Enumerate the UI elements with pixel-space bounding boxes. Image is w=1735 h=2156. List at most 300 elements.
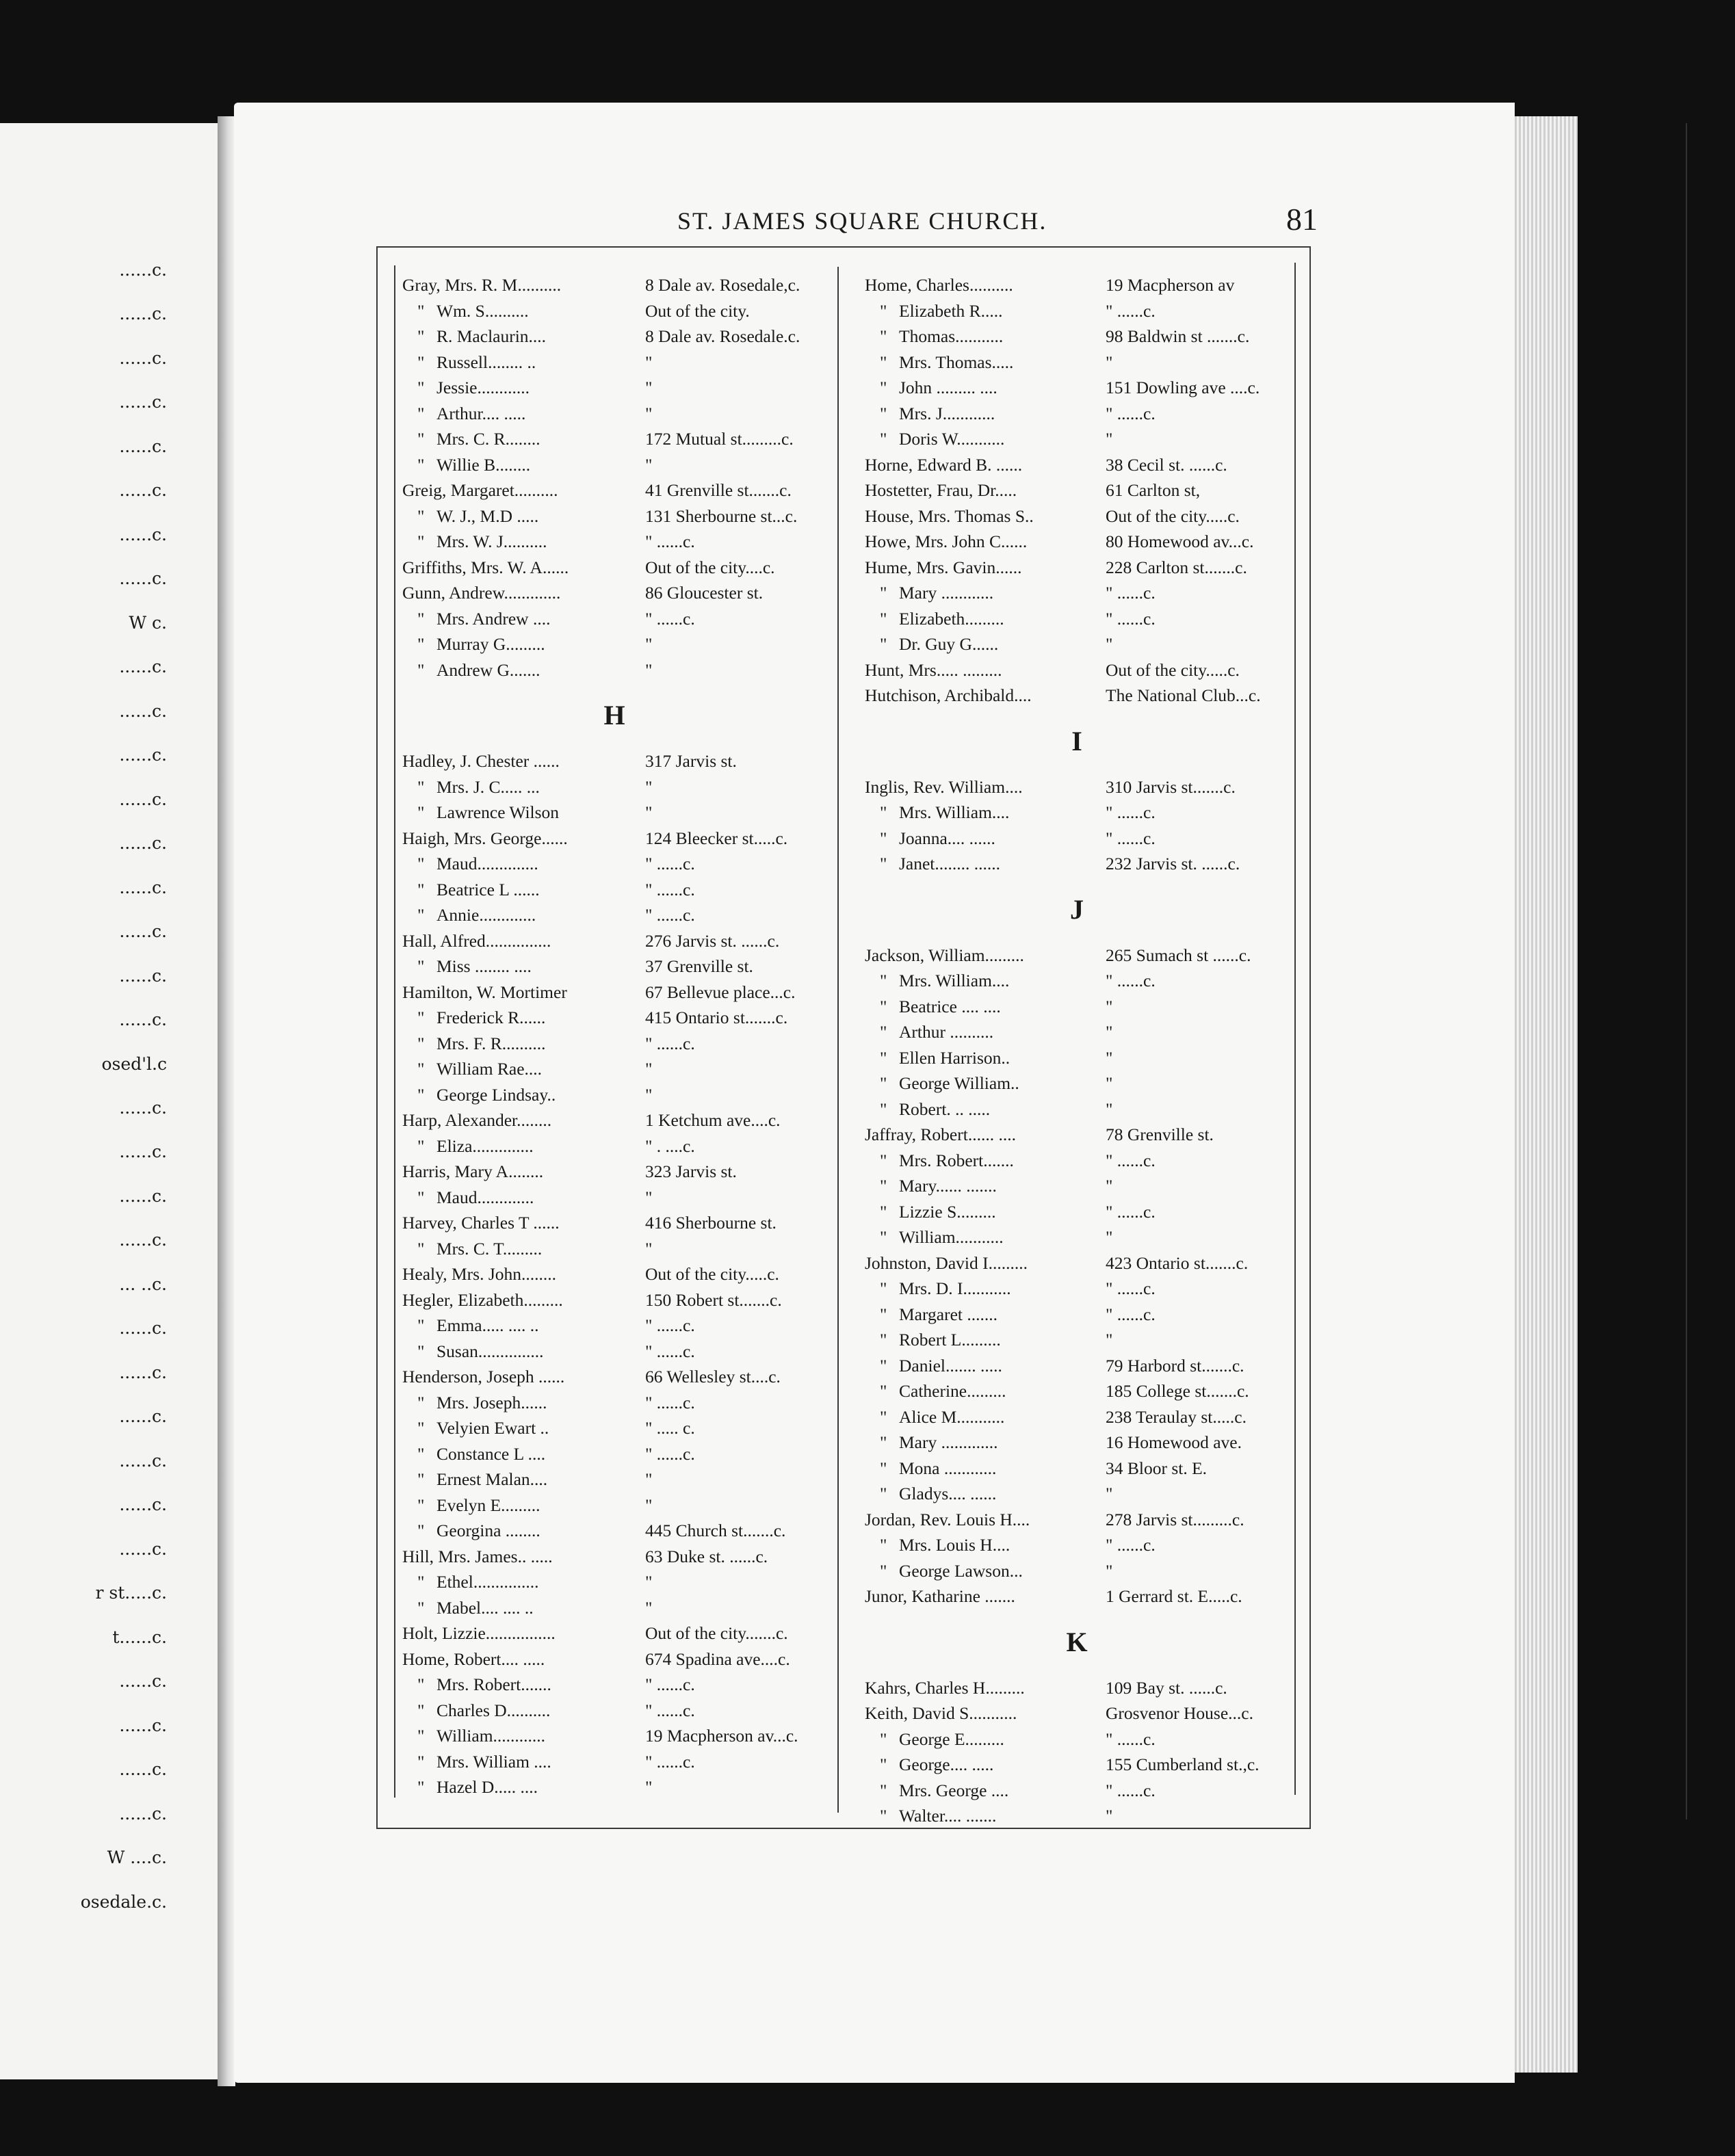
directory-entry [865, 1148, 1303, 1174]
directory-entry [865, 1507, 1303, 1533]
entry-address: " ......c. [1106, 1780, 1156, 1800]
entry-name: Griffiths, Mrs. W. A...... [402, 557, 569, 577]
entry-address: " ......c. [1106, 1535, 1156, 1555]
entry-name: Mary...... ....... [899, 1176, 997, 1196]
directory-entry [402, 826, 840, 852]
directory-entry [402, 426, 840, 452]
entry-name: Lawrence Wilson [436, 802, 560, 822]
left-page-text-fragment: ......c. [119, 1803, 167, 1824]
entry-name: Daniel....... ..... [899, 1355, 1002, 1376]
entry-address: " [645, 634, 653, 654]
entry-name: Elizabeth......... [899, 608, 1004, 629]
ditto-mark: " [417, 854, 425, 873]
entry-address: " . ....c. [645, 1135, 695, 1156]
entry-address: " ......c. [645, 1392, 695, 1412]
directory-entry [865, 1122, 1303, 1148]
directory-entry [402, 1133, 840, 1159]
page-number: 81 [1286, 202, 1318, 237]
entry-address: " ......c. [645, 1315, 695, 1335]
entry-name: Robert L......... [899, 1330, 1001, 1350]
directory-entry [865, 298, 1303, 324]
left-page-text-fragment: ......c. [119, 1538, 167, 1559]
entry-address: 37 Grenville st. [645, 956, 753, 976]
directory-entry [865, 1675, 1303, 1701]
entry-address: 150 Robert st.......c. [645, 1289, 782, 1310]
entry-address: Grosvenor House...c. [1106, 1703, 1253, 1723]
directory-entry [402, 1723, 840, 1749]
ditto-mark: " [880, 608, 887, 629]
entry-name: Hadley, J. Chester ...... [402, 751, 560, 771]
entry-address: 19 Macpherson av...c. [645, 1726, 798, 1746]
entry-address: 276 Jarvis st. ......c. [645, 930, 780, 951]
ditto-mark: " [417, 1495, 425, 1515]
entry-address: " ......c. [645, 854, 695, 873]
entry-name: Horne, Edward B. ...... [865, 454, 1023, 475]
entry-address: 172 Mutual st.........c. [645, 429, 794, 449]
book-gutter [218, 116, 235, 2086]
left-page-text-fragment: ......c. [119, 347, 167, 368]
entry-name: Jackson, William......... [865, 945, 1024, 965]
entry-name: House, Mrs. Thomas S.. [865, 505, 1034, 526]
entry-address: " [645, 1572, 653, 1592]
entry-name: Keith, David S........... [865, 1703, 1017, 1723]
directory-entry [402, 529, 840, 555]
entry-address: " [645, 1777, 653, 1797]
entry-name: Greig, Margaret.......... [402, 480, 558, 500]
entry-name: Miss ........ .... [436, 956, 532, 976]
ditto-mark: " [417, 1315, 425, 1335]
entry-address: " ......c. [1106, 300, 1156, 321]
left-page-text-fragment: ......c. [119, 1759, 167, 1780]
entry-address: 67 Bellevue place...c. [645, 982, 796, 1002]
entry-name: Home, Charles.......... [865, 275, 1013, 295]
entry-name: Harp, Alexander........ [402, 1110, 552, 1130]
entry-name: Henderson, Joseph ...... [402, 1367, 565, 1386]
directory-entry [865, 1353, 1303, 1379]
directory-entry [402, 401, 840, 427]
ditto-mark: " [417, 1135, 425, 1156]
directory-entry [402, 1390, 840, 1416]
directory-entry [865, 350, 1303, 376]
left-page-text-fragment: r st.....c. [95, 1583, 167, 1603]
left-page-text-fragment: osedale.c. [80, 1891, 167, 1912]
directory-entry [402, 1749, 840, 1775]
ditto-mark: " [417, 1521, 425, 1540]
entry-address: " ......c. [645, 1674, 695, 1694]
section-letter: J [1070, 893, 1084, 925]
entry-address: " ..... c. [645, 1418, 695, 1438]
ditto-mark: " [417, 802, 425, 822]
left-page-text-fragment: ......c. [119, 1715, 167, 1735]
directory-entry [402, 631, 840, 657]
entry-address: 16 Homewood ave. [1106, 1432, 1242, 1452]
entry-address: Out of the city.......c. [645, 1623, 788, 1643]
directory-entry [865, 943, 1303, 969]
left-page-text-fragment: ......c. [119, 392, 167, 412]
directory-entry [865, 1583, 1303, 1609]
entry-address: 310 Jarvis st.......c. [1106, 776, 1236, 797]
entry-address: 98 Baldwin st .......c. [1106, 326, 1250, 346]
ditto-mark: " [880, 1458, 887, 1478]
ditto-mark: " [417, 1238, 425, 1259]
entry-address: 61 Carlton st, [1106, 480, 1201, 500]
ditto-mark: " [880, 1227, 887, 1247]
entry-name: Beatrice L ...... [436, 879, 540, 899]
ditto-mark: " [417, 776, 425, 797]
left-page-text-fragment: ......c. [119, 304, 167, 324]
entry-name: Hill, Mrs. James.. ..... [402, 1546, 553, 1566]
ditto-mark: " [880, 326, 887, 346]
entry-name: Constance L .... [436, 1443, 546, 1464]
entry-name: Mrs. D. I........... [899, 1278, 1011, 1298]
left-page-text-fragment: ......c. [119, 877, 167, 897]
entry-address: 79 Harbord st.......c. [1106, 1355, 1244, 1376]
entry-address: 674 Spadina ave....c. [645, 1648, 790, 1669]
entry-name: Mary ............ [899, 583, 994, 603]
entry-address: " ......c. [1106, 802, 1156, 822]
directory-entry [402, 1774, 840, 1800]
entry-name: Inglis, Rev. William.... [865, 776, 1023, 797]
ditto-mark: " [417, 1443, 425, 1464]
entry-address: 131 Sherbourne st...c. [645, 505, 798, 526]
entry-name: Arthur .......... [899, 1022, 994, 1042]
ditto-mark: " [417, 1059, 425, 1079]
entry-address: " [645, 802, 653, 822]
ditto-mark: " [880, 1780, 887, 1800]
ditto-mark: " [880, 1754, 887, 1774]
entry-address: " [1106, 1227, 1113, 1247]
ditto-mark: " [417, 1187, 425, 1207]
entry-name: Jordan, Rev. Louis H.... [865, 1509, 1030, 1529]
directory-column-left [402, 272, 840, 1800]
left-page-text-fragment: ......c. [119, 745, 167, 765]
entry-address: 278 Jarvis st.........c. [1106, 1509, 1244, 1529]
ditto-mark: " [880, 403, 887, 423]
entry-address: 416 Sherbourne st. [645, 1213, 777, 1233]
directory-entry [402, 1082, 840, 1108]
directory-entry [865, 1481, 1303, 1507]
entry-address: 109 Bay st. ......c. [1106, 1677, 1227, 1698]
ditto-mark: " [880, 802, 887, 822]
section-letter: H [603, 700, 625, 731]
entry-address: 155 Cumberland st.,c. [1106, 1754, 1260, 1774]
entry-address: " ......c. [1106, 971, 1156, 990]
directory-entry [865, 994, 1303, 1020]
entry-address: " ......c. [1106, 828, 1156, 848]
ditto-mark: " [417, 1418, 425, 1438]
ditto-mark: " [880, 352, 887, 372]
entry-name: Russell........ .. [436, 352, 536, 372]
directory-entry [865, 1019, 1303, 1045]
left-page-text-fragment: ......c. [119, 789, 167, 809]
directory-entry [865, 555, 1303, 581]
directory-entry [865, 1558, 1303, 1584]
directory-entry [402, 477, 840, 503]
directory-entry [402, 1595, 840, 1621]
ditto-mark: " [417, 634, 425, 654]
entry-address: " [1106, 1330, 1113, 1350]
ditto-mark: " [880, 1484, 887, 1503]
directory-entry [402, 1031, 840, 1057]
entry-name: Mrs. C. R........ [436, 429, 540, 449]
entry-name: Alice M........... [899, 1406, 1005, 1427]
entry-name: Hall, Alfred............... [402, 930, 551, 951]
ditto-mark: " [880, 971, 887, 990]
entry-name: Catherine......... [899, 1381, 1006, 1401]
directory-entry [402, 1441, 840, 1467]
entry-name: Eliza.............. [436, 1135, 534, 1156]
entry-address: " ......c. [1106, 608, 1156, 629]
directory-entry [402, 1646, 840, 1672]
entry-name: Frederick R...... [436, 1008, 546, 1027]
entry-name: Ernest Malan.... [436, 1469, 548, 1489]
entry-name: Hunt, Mrs..... ......... [865, 659, 1002, 680]
ditto-mark: " [417, 1726, 425, 1746]
directory-entry [865, 1456, 1303, 1482]
ditto-mark: " [417, 429, 425, 449]
directory-entry [402, 298, 840, 324]
entry-name: Lizzie S......... [899, 1201, 996, 1222]
directory-entry [402, 272, 840, 298]
entry-address: 19 Macpherson av [1106, 275, 1235, 295]
directory-entry [402, 774, 840, 800]
entry-address: " [645, 378, 653, 397]
entry-name: Ellen Harrison.. [899, 1047, 1010, 1068]
directory-entry [402, 452, 840, 478]
entry-name: Mrs. Andrew .... [436, 608, 551, 629]
entry-name: Mrs. W. J.......... [436, 531, 547, 551]
entry-address: " ......c. [645, 1700, 695, 1720]
directory-entry [402, 851, 840, 877]
entry-name: Margaret ....... [899, 1304, 997, 1324]
entry-name: Evelyn E......... [436, 1495, 540, 1515]
directory-entry [402, 1261, 840, 1287]
entry-address: " [1106, 1560, 1113, 1581]
left-page-text-fragment: ... ..c. [119, 1274, 167, 1294]
entry-address: " [645, 403, 653, 423]
ditto-mark: " [880, 828, 887, 848]
directory-entry [865, 1070, 1303, 1096]
entry-name: Kahrs, Charles H......... [865, 1677, 1025, 1698]
entry-name: Harris, Mary A........ [402, 1161, 544, 1181]
directory-entry [402, 748, 840, 774]
directory-entry [402, 1287, 840, 1313]
ditto-mark: " [417, 300, 425, 321]
entry-name: Mabel.... .... .. [436, 1597, 534, 1618]
directory-entry [865, 529, 1303, 555]
page-edges [1515, 116, 1578, 2073]
entry-name: Mrs. William.... [899, 971, 1010, 990]
entry-name: Velyien Ewart .. [436, 1418, 549, 1438]
directory-entry [402, 980, 840, 1005]
ditto-mark: " [880, 1406, 887, 1427]
directory-entry [402, 375, 840, 401]
left-page-text-fragment: ......c. [119, 965, 167, 986]
entry-address: " ......c. [645, 1341, 695, 1361]
entry-name: Annie............. [436, 905, 536, 925]
ditto-mark: " [880, 1150, 887, 1170]
entry-address: 238 Teraulay st.....c. [1106, 1406, 1247, 1427]
entry-address: 8 Dale av. Rosedale,c. [645, 275, 800, 295]
entry-name: William........... [899, 1227, 1004, 1247]
entry-name: Hazel D..... .... [436, 1777, 538, 1797]
entry-address: " [1106, 1484, 1113, 1503]
entry-name: Gladys.... ...... [899, 1484, 997, 1503]
directory-entry [402, 503, 840, 529]
ditto-mark: " [417, 352, 425, 372]
ditto-mark: " [417, 659, 425, 680]
entry-address: 323 Jarvis st. [645, 1161, 737, 1181]
directory-entry [865, 800, 1303, 826]
ditto-mark: " [880, 1432, 887, 1452]
left-page-text-fragment: ......c. [119, 480, 167, 501]
directory-entry [865, 1752, 1303, 1778]
entry-address: 232 Jarvis st. ......c. [1106, 854, 1240, 873]
entry-address: Out of the city. [645, 300, 750, 321]
directory-entry [865, 1378, 1303, 1404]
ditto-mark: " [880, 1201, 887, 1222]
directory-entry [865, 426, 1303, 452]
entry-address: " [645, 1187, 653, 1207]
directory-entry [402, 1313, 840, 1339]
entry-name: Maud.............. [436, 854, 538, 873]
directory-entry [865, 503, 1303, 529]
entry-name: Junor, Katharine ....... [865, 1586, 1015, 1606]
entry-name: Mrs. Robert....... [436, 1674, 551, 1694]
directory-entry [402, 1467, 840, 1493]
ditto-mark: " [417, 531, 425, 551]
left-page-text-fragment: W c. [129, 612, 167, 633]
entry-address: 265 Sumach st ......c. [1106, 945, 1251, 965]
ditto-mark: " [880, 1535, 887, 1555]
entry-address: " ......c. [645, 1751, 695, 1772]
directory-entry [402, 954, 840, 980]
entry-name: Jessie............ [436, 378, 530, 397]
ditto-mark: " [417, 1572, 425, 1592]
entry-name: Hutchison, Archibald.... [865, 685, 1032, 705]
ditto-mark: " [417, 403, 425, 423]
left-page-text-fragment: ......c. [119, 1495, 167, 1515]
entry-name: Holt, Lizzie................ [402, 1623, 556, 1643]
left-page-text-fragment: ......c. [119, 833, 167, 854]
entry-name: Mrs. J............ [899, 403, 995, 423]
entry-address: 41 Grenville st.......c. [645, 480, 792, 500]
entry-name: Johnston, David I......... [865, 1252, 1028, 1273]
directory-entry [865, 1276, 1303, 1302]
directory-entry [865, 1327, 1303, 1353]
entry-address: Out of the city.....c. [1106, 659, 1240, 680]
directory-entry [865, 1224, 1303, 1250]
left-page-text-fragment: ......c. [119, 657, 167, 677]
entry-address: " ......c. [1106, 1278, 1156, 1298]
directory-entry [402, 1569, 840, 1595]
left-page-text-fragment: ......c. [119, 1671, 167, 1692]
entry-name: Janet........ ...... [899, 854, 1001, 873]
entry-address: The National Club...c. [1106, 685, 1261, 705]
left-page-text-fragment: ......c. [119, 1406, 167, 1427]
directory-entry [865, 1700, 1303, 1726]
entry-name: Susan............... [436, 1341, 544, 1361]
entry-name: Mrs. William.... [899, 802, 1010, 822]
entry-name: Mrs. J. C..... ... [436, 776, 540, 797]
left-page-text-fragment: t......c. [112, 1627, 167, 1647]
entry-name: William Rae.... [436, 1059, 543, 1079]
ditto-mark: " [880, 1806, 887, 1826]
entry-address: 317 Jarvis st. [645, 751, 737, 771]
ditto-mark: " [880, 1278, 887, 1298]
directory-entry [402, 1544, 840, 1570]
entry-name: Mrs. Robert....... [899, 1150, 1014, 1170]
ditto-mark: " [417, 1674, 425, 1694]
ditto-mark: " [417, 505, 425, 526]
directory-entry [402, 1005, 840, 1031]
entry-name: Hamilton, W. Mortimer [402, 982, 567, 1002]
entry-address: " [645, 659, 653, 680]
left-page-text-fragment: ......c. [119, 1098, 167, 1118]
entry-name: Robert. .. ..... [899, 1099, 991, 1119]
frame-inner-rule-left [394, 265, 395, 1798]
ditto-mark: " [880, 1176, 887, 1196]
entry-address: " ......c. [645, 531, 695, 551]
ditto-mark: " [417, 1084, 425, 1105]
entry-address: 63 Duke st. ......c. [645, 1546, 768, 1566]
entry-name: Mrs. William .... [436, 1751, 551, 1772]
entry-name: Arthur.... ..... [436, 403, 526, 423]
directory-entry [865, 1199, 1303, 1225]
directory-entry [865, 375, 1303, 401]
directory-entry [865, 324, 1303, 350]
entry-address: " [645, 1238, 653, 1259]
ditto-mark: " [880, 429, 887, 449]
entry-name: Harvey, Charles T ...... [402, 1213, 560, 1233]
entry-name: George Lindsay.. [436, 1084, 556, 1105]
ditto-mark: " [880, 854, 887, 873]
directory-entry [402, 657, 840, 683]
directory-entry [402, 324, 840, 350]
entry-name: Hostetter, Frau, Dr..... [865, 480, 1017, 500]
left-page-text-fragment: ......c. [119, 1450, 167, 1471]
entry-address: Out of the city.....c. [1106, 505, 1240, 526]
entry-name: George E......... [899, 1728, 1004, 1749]
entry-name: Thomas........... [899, 326, 1004, 346]
left-page-text-fragment: ......c. [119, 260, 167, 280]
entry-address: 445 Church st.......c. [645, 1521, 786, 1540]
entry-name: Mrs. Louis H.... [899, 1535, 1010, 1555]
entry-name: Mrs. George .... [899, 1780, 1009, 1800]
ditto-mark: " [880, 1304, 887, 1324]
ditto-mark: " [880, 1022, 887, 1042]
directory-entry [865, 580, 1303, 606]
ditto-mark: " [880, 1381, 887, 1401]
directory-entry [402, 1698, 840, 1724]
entry-name: Maud............. [436, 1187, 534, 1207]
entry-name: Mrs. Joseph...... [436, 1392, 547, 1412]
entry-address: " [645, 776, 653, 797]
entry-name: Mrs. C. T......... [436, 1238, 543, 1259]
directory-entry [865, 1250, 1303, 1276]
directory-entry [865, 851, 1303, 877]
ditto-mark: " [417, 905, 425, 925]
entry-address: " ......c. [1106, 583, 1156, 603]
left-page-fragment [0, 123, 218, 2079]
directory-entry [865, 683, 1303, 709]
entry-address: 415 Ontario st.......c. [645, 1008, 788, 1027]
entry-name: Haigh, Mrs. George...... [402, 828, 568, 848]
directory-entry [865, 452, 1303, 478]
section-letter: I [1071, 725, 1082, 757]
entry-name: Beatrice .... .... [899, 996, 1001, 1016]
entry-address: " ......c. [1106, 1150, 1156, 1170]
